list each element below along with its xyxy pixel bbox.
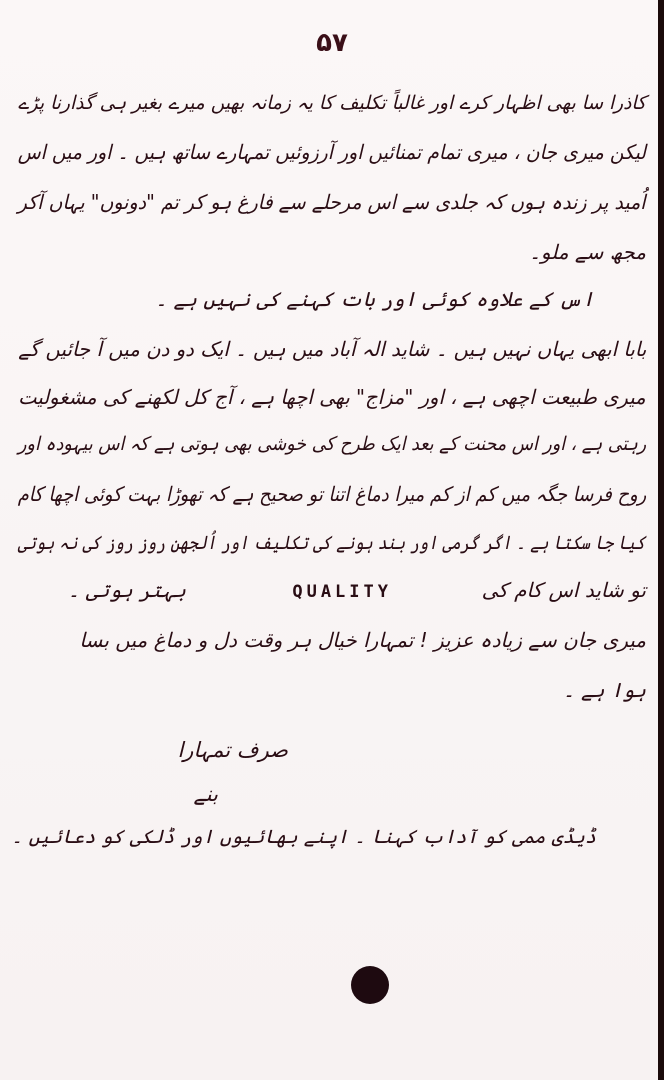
letter-line-6: بابا ابھی یہاں نہیں ہیں ۔ شاید الہ آباد میں ہیں ۔ ایک دو دن میں آ جائیں گے [17,337,646,361]
letter-line-9: روح فرسا جگہ میں کم از کم میرا دماغ اتنا تو صحیح ہے کہ تھوڑا بہت کوئی اچھا کام [17,482,646,506]
letter-line-4: مجھ سے ملو۔ [529,240,646,264]
letter-line-5: اس کے علاوہ کوئی اور بات کہنے کی نہیں ہے ۔ [155,287,594,311]
page-number: ۵۷ [316,28,348,58]
letter-line-7: میری طبیعت اچھی ہے ، اور "مزاج" بھی اچھا ہے ، آج کل لکھنے کی مشغولیت [18,385,646,409]
signature: بنے [193,782,218,806]
postscript: ڈیڈی ممی کو آداب کہنا ۔ اپنے بھائیوں اور ڈلکی کو دعائیں ۔ [11,826,596,848]
letter-line-8: رہتی ہے ، اور اس محنت کے بعد ایک طرح کی خوشی بھی ہوتی ہے کہ اس بیہودہ اور [17,433,646,455]
letter-line-2: لیکن میری جان ، میری تمام تمنائیں اور آرزوئیں تمہارے ساتھ ہیں ۔ اور میں اس [17,140,646,164]
closing: صرف تمہارا [177,738,288,762]
letter-line-11-end: بہتر ہوتی ۔ [67,578,186,602]
letter-line-10: کیا جا سکتا ہے ۔ اگر گرمی اور بند ہونے کی تکلیف اور اُلجھن روز روز کی نہ ہوتی [18,532,646,554]
letter-line-13: ہوا ہے ۔ [562,678,646,702]
letter-line-3: اُمید پر زندہ ہوں کہ جلدی سے اس مرحلے سے فارغ ہو کر تم "دونوں" یہاں آکر [18,190,646,214]
quality-word: QUALITY [292,582,392,602]
letter-line-12: میری جان سے زیادہ عزیز ! تمہارا خیال ہر وقت دل و دماغ میں بسا [79,628,646,652]
letter-line-1: کاذرا سا بھی اظہار کرے اور غالباً تکلیف کا یہ زمانہ بھیں میرے بغیر ہی گذارنا پڑے [17,92,646,114]
letter-line-11-start: تو شاید اس کام کی [481,578,646,602]
punch-hole-dot [351,966,389,1004]
page-edge [658,0,664,1080]
